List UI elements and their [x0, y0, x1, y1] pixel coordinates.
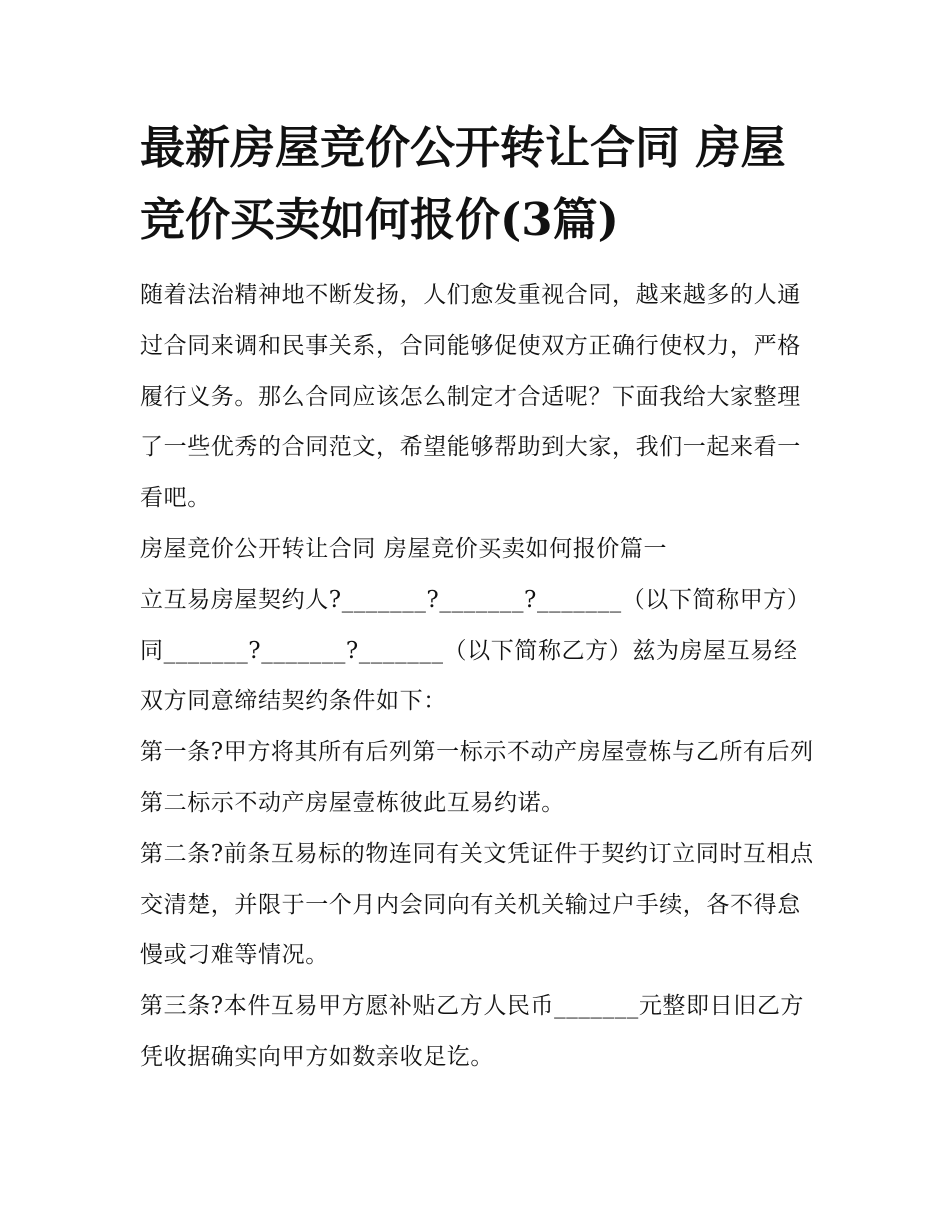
- document-page: [140, 112, 820, 1083]
- clause-3: 第三条?本件互易甲方愿补贴乙方人民币_______元整即日旧乙方凭收据确实向甲方如数亲收足讫。: [140, 993, 805, 1070]
- document-title: 最新房屋竞价公开转让合同 房屋竞价买卖如何报价(3篇): [140, 121, 786, 246]
- intro-paragraph: 随着法治精神地不断发扬，人们愈发重视合同，越来越多的人通过合同来调和民事关系，合同能够促使双方正确行使权力，严格履行义务。那么合同应该怎么制定才合适呢？下面我给大家整理了一些优秀的合同范文，希望能够帮助到大家，我们一起来看一看吧。: [140, 282, 801, 512]
- section-heading: 房屋竞价公开转让合同 房屋竞价买卖如何报价篇一: [140, 535, 668, 562]
- clause-1: 第一条?甲方将其所有后列第一标示不动产房屋壹栋与乙所有后列第二标示不动产房屋壹栋彼此互易约诺。: [140, 739, 814, 816]
- clause-2: 第二条?前条互易标的物连同有关文凭证件于契约订立同时互相点交清楚，并限于一个月内会同向有关机关输过户手续，各不得怠慢或刁难等情况。: [140, 840, 814, 969]
- contract-preamble: 立互易房屋契约人?_______?_______?_______（以下简称甲方）同_______?_______?_______（以下简称乙方）兹为房屋互易经双方同意缔结契约条件如下：: [140, 586, 811, 715]
